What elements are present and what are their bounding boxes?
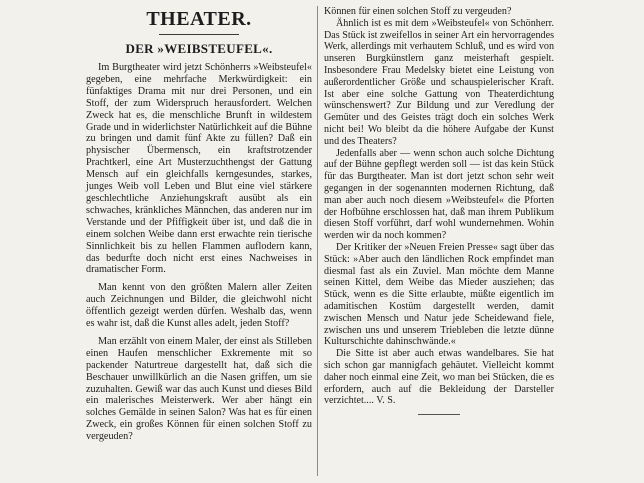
paragraph: Können für einen solchen Stoff zu vergeuden? [324,6,512,17]
column-divider [317,6,318,476]
paragraph: Die Sitte ist aber auch etwas wandelbares. Sie hat sich schon gar mannigfach gehäutet. Vielleicht kommt daher noch einmal eine Zeit, wo man bei Stücken, die es erfordern, auch auf die Bekleidung der Darsteller verzichtet.... V. S. [324,348,554,407]
title-rule [159,34,239,35]
paragraph: Im Burgtheater wird jetzt Schönherrs »Weibsteufel« gegeben, eine mehrfache Merkwürdigkeit: ein fünfaktiges Drama mit nur drei Personen, und ein Stoff, der zum Widerspruch herausfordert. Welchen Zweck hat es, die menschliche Brunft in wildestem Grade und in widerlichster Natürlichkeit auf die Bühne zu bringen und damit fünf Akte zu füllen? Daß ein physischer Übermensch, ein kraftstrotzender Prachtkerl, eine Art Musterzuchthengst der Gattung Mensch auf ein gleichfalls kerngesundes, starkes, junges Weib voll Leben und Blut eine viel stärkere geschlechtliche Anziehungskraft ausübt als ein schwaches, kränkliches Männchen, das anderen nur im Verstande und der Pfiffigkeit über ist, und daß die in einem solchen Weibe dann erst erwachte rein tierische Sinnlichkeit bis zu hellen Flammen auflodern kann, das bedurfte doch nicht erst eines Nachweises in dramatischer Form. [86,62,312,276]
end-rule [418,414,460,415]
paragraph: Jedenfalls aber — wenn schon auch solche Dichtung auf der Bühne gepflegt werden soll — ist das kein Stück für das Burgtheater. Man ist dort jetzt schon sehr weit gegangen in der sogenannten modernen Richtung, daß man aber auch noch diesem »Weibsteufel« die Pforten der Hofbühne erschlossen hat, daß man ihrem Publikum diesen Stoff vorführt, darf wohl wundernehmen. Wohin werden wir da noch kommen? [324,147,554,242]
paragraph: Ähnlich ist es mit dem »Weibsteufel« von Schönherr. Das Stück ist zweifellos in seiner Art ein hervorragendes Werk, allerdings mit verhautem Schluß, und es wird von unseren Burgkünstlern ganz meisterhaft gespielt. Insbesondere Frau Medelsky bietet eine Leistung von außerordentlicher Größe und schauspielerischer Kraft. Ist aber eine solche Gattung von Theaterdichtung wünschenswert? Zur Bildung und zur Veredlung der Gemüter und des Geistes trägt doch ein solches Werk nicht bei! Wo bleibt da die höhere Aufgabe der Kunst und des Theaters? [324,17,554,147]
paragraph: Man erzählt von einem Maler, der einst als Stilleben einen Haufen menschlicher Exkremente mit so packender Naturtreue dargestellt hat, daß sich die Beschauer unwillkürlich an die Nasen griffen, um sie zuzuhalten. Gewiß war das auch Kunst und dieses Bild ein malerisches Meisterwerk. Wer aber hängt ein solches Gemälde in seinen Salon? Was hat es für einen Zweck, ein großes Können für einen solchen Stoff zu vergeuden? [86,335,312,443]
article-title: DER »WEIBSTEUFEL«. [125,41,273,56]
section-title: THEATER. [146,8,252,30]
right-column [324,6,554,415]
left-column [86,6,312,443]
paragraph: Der Kritiker der »Neuen Freien Presse« sagt über das Stück: »Aber auch den ländlichen Rock empfindet man diesmal fast als ein Zuviel. Man möchte dem Manne seinen Kittel, dem Weibe das Mieder ausziehen; das Stück, wenn es die Sitte erlaubte, müßte eigentlich im adamitischen Kostüm dargestellt werden, damit zwischen Mensch und Natur jede Scheidewand fiele, zwischen uns und unserem Triebleben die letzte dünne Kulturschichte dahinschwände.« [324,241,554,348]
paragraph: Man kennt von den größten Malern aller Zeiten auch Zeichnungen und Bilder, die gleichwohl nicht öffentlich gezeigt werden dürfen. Weshalb das, wenn es wahr ist, daß die Kunst alles adelt, jeden Stoff? [86,282,312,330]
